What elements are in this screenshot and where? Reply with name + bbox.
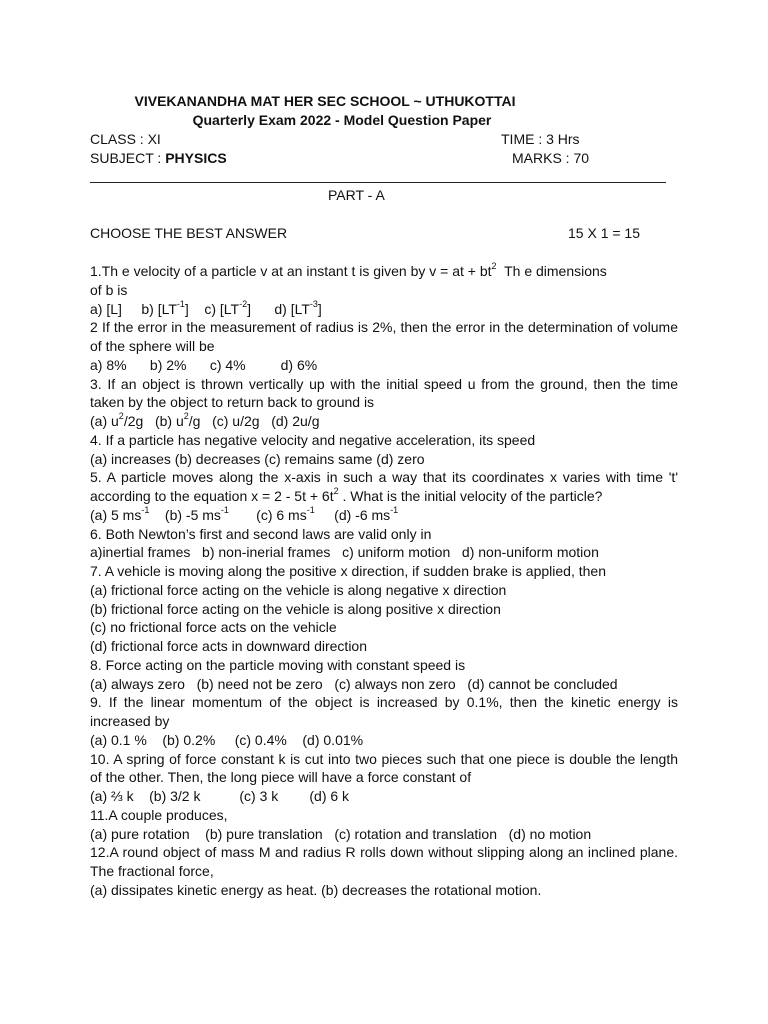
question-2: 2 If the error in the measurement of radius is 2%, then the error in the determination of volume of the sphere will be <box>90 319 678 354</box>
question-8: 8. Force acting on the particle moving with constant speed is <box>90 656 466 673</box>
q1-option-c: ] c) [LT <box>184 300 240 317</box>
q3-option-a-exp: 2 <box>118 411 124 422</box>
q7-option-c: (c) no frictional force acts on the vehicle <box>90 619 337 636</box>
question-7: 7. A vehicle is moving along the positive x direction, if sudden brake is applied, then <box>90 563 606 579</box>
q1-text-end: Th e dimensions <box>496 263 607 279</box>
q7-option-a: (a) frictional force acting on the vehicle is along negative x direction <box>90 581 507 598</box>
question-12: 12.A round object of mass M and radius R rolls down without slipping along an inclined plane. The fractional force, <box>90 844 678 879</box>
part-heading: PART - A <box>328 187 385 203</box>
q5-option-b: (b) -5 ms <box>149 506 221 523</box>
q5-option-c: (c) 6 ms <box>228 506 307 523</box>
q12-options: (a) dissipates kinetic energy as heat. (b) decreases the rotational motion. <box>90 881 542 898</box>
question-3: 3. If an object is thrown vertically up with the initial speed u from the ground, then the time taken by the object to return back to ground is <box>90 375 678 411</box>
q1-text-line2: of b is <box>90 281 128 298</box>
question-5 <box>90 468 678 506</box>
q5-text: 5. A particle moves along the x-axis in such a way that its coordinates x varies with time 't' according to the equation x = 2 - 5t + 6t <box>90 469 678 504</box>
section-instruction: CHOOSE THE BEST ANSWER <box>90 225 288 241</box>
question-11: 11.A couple produces, <box>90 806 228 823</box>
question-10: 10. A spring of force constant k is cut into two pieces such that one piece is double the length of the other. Then, the long piece will have a force constant of <box>90 750 678 786</box>
question-4: 4. If a particle has negative velocity and negative acceleration, its speed <box>90 431 536 448</box>
q6-options: a)inertial frames b) non-inerial frames c) uniform motion d) non-uniform motion <box>90 544 599 561</box>
school-name: VIVEKANANDHA MAT HER SEC SCHOOL ~ UTHUKOTTAI <box>134 93 516 109</box>
subject-prefix: SUBJECT : <box>90 150 166 166</box>
question-1 <box>90 262 678 300</box>
q5-option-d-exp: -1 <box>390 505 399 516</box>
q2-options: a) 8% b) 2% c) 4% d) 6% <box>90 356 318 373</box>
q7-option-b: (b) frictional force acting on the vehicle is along positive x direction <box>90 600 501 617</box>
q1-options <box>90 300 678 319</box>
q1-option-d: ] d) [LT <box>247 300 310 317</box>
q3-option-cd: /g (c) u/2g (d) 2u/g <box>188 413 320 429</box>
q1-option-a-b: a) [L] b) [LT <box>90 300 177 317</box>
q5-option-d: (d) -6 ms <box>314 506 391 523</box>
q7-option-d: (d) frictional force acts in downward direction <box>90 638 368 654</box>
q5-option-b-exp: -1 <box>220 505 229 516</box>
question-list <box>90 262 678 900</box>
q5-option-a: (a) 5 ms <box>90 506 142 523</box>
header-divider <box>90 182 666 183</box>
class-label: CLASS : XI <box>90 131 161 147</box>
q1-text: 1.Th e velocity of a particle v at an instant t is given by v = at + bt <box>90 263 492 279</box>
q3-option-b-exp: 2 <box>183 411 189 422</box>
q1-option-b-exp: -1 <box>176 298 185 309</box>
marks-label: MARKS : 70 <box>512 150 590 166</box>
q8-options: (a) always zero (b) need not be zero (c) always non zero (d) cannot be concluded <box>90 675 618 692</box>
q9-options: (a) 0.1 % (b) 0.2% (c) 0.4% (d) 0.01% <box>90 731 364 748</box>
q3-option-a: (a) u <box>90 413 119 429</box>
subject-name: PHYSICS <box>165 150 227 166</box>
subject-line <box>90 149 227 167</box>
q5-options <box>90 506 678 525</box>
section-marks: 15 X 1 = 15 <box>568 225 641 241</box>
exam-title: Quarterly Exam 2022 - Model Question Paper <box>192 112 492 128</box>
q3-option-b: /2g (b) u <box>123 413 184 429</box>
q5-exponent: 2 <box>333 486 339 497</box>
q1-exponent: 2 <box>491 261 497 272</box>
q11-options: (a) pure rotation (b) pure translation (c) rotation and translation (d) no motion <box>90 825 592 842</box>
q1-option-c-exp: -2 <box>239 298 248 309</box>
q3-options <box>90 412 678 431</box>
q5-option-a-exp: -1 <box>141 505 150 516</box>
q5-text-end: . What is the initial velocity of the particle? <box>338 488 603 504</box>
q10-options: (a) ⅔ k (b) 3/2 k (c) 3 k (d) 6 k <box>90 788 350 804</box>
q4-options: (a) increases (b) decreases (c) remains same (d) zero <box>90 450 425 467</box>
q5-option-c-exp: -1 <box>306 505 315 516</box>
q1-option-end: ] <box>317 300 322 317</box>
q1-option-d-exp: -3 <box>309 298 318 309</box>
question-6: 6. Both Newton’s first and second laws are valid only in <box>90 525 432 542</box>
time-label: TIME : 3 Hrs <box>501 131 580 147</box>
question-9: 9. If the linear momentum of the object is increased by 0.1%, then the kinetic energy is increased by <box>90 694 678 729</box>
